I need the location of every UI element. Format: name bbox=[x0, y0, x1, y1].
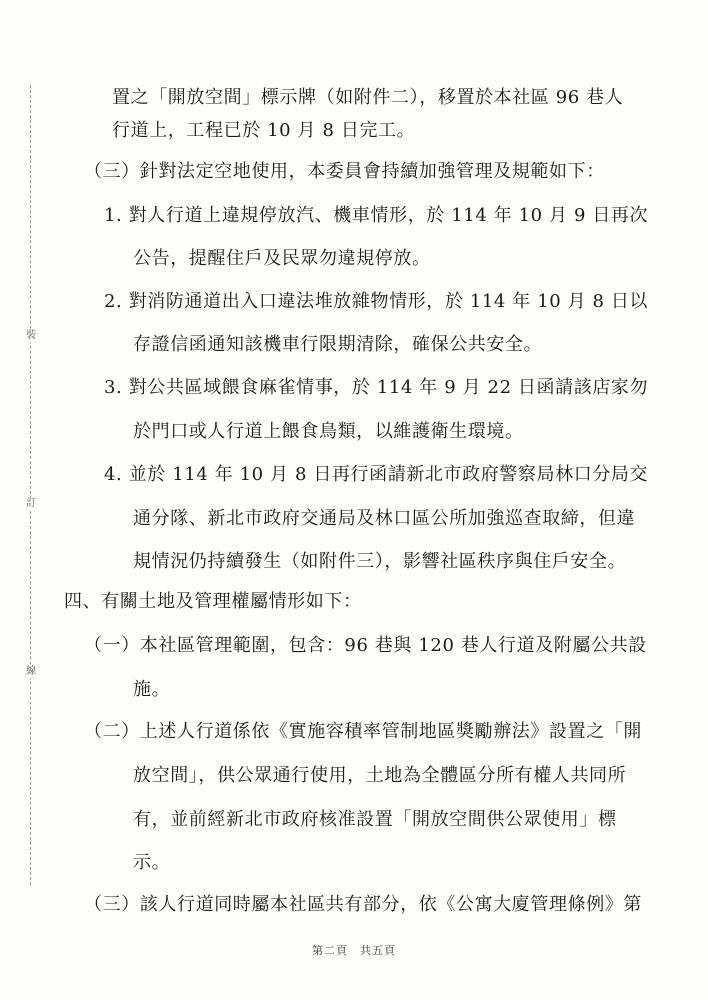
text-line: 通分隊、新北市政府交通局及林口區公所加強巡查取締，但違 bbox=[133, 508, 636, 529]
subsection-heading: （二）上述人行道係依《實施容積率管制地區獎勵辦法》設置之「開 bbox=[84, 721, 642, 742]
binding-line bbox=[30, 85, 31, 885]
binding-mark-zhuang: 裝 bbox=[26, 330, 36, 341]
list-item: 1. 對人行道上違規停放汽、機車情形，於 114 年 10 月 9 日再次 bbox=[104, 205, 649, 226]
text-line: 有，並前經新北市政府核准設置「開放空間供公眾使用」標 bbox=[133, 809, 617, 830]
text-line: 規情況仍持續發生（如附件三），影響社區秩序與住戶安全。 bbox=[133, 551, 627, 572]
list-item: 3. 對公共區域餵食麻雀情事，於 114 年 9 月 22 日函請該店家勿 bbox=[104, 377, 649, 398]
page-footer: 第二頁 共五頁 bbox=[312, 944, 396, 957]
list-item: 2. 對消防通道出入口違法堆放雜物情形，於 114 年 10 月 8 日以 bbox=[104, 291, 649, 312]
text-line: 置之「開放空間」標示牌（如附件二），移置於本社區 96 巷人 bbox=[112, 87, 624, 108]
text-line: 施。 bbox=[133, 679, 171, 700]
subsection-heading: （一）本社區管理範圍，包含：96 巷與 120 巷人行道及附屬公共設 bbox=[84, 635, 647, 656]
section-heading: 四、有關土地及管理權屬情形如下： bbox=[64, 591, 362, 612]
text-line: 行道上，工程已於 10 月 8 日完工。 bbox=[112, 120, 416, 141]
binding-mark-xian: 線 bbox=[26, 666, 36, 677]
text-line: 公告，提醒住戶及民眾勿違規停放。 bbox=[133, 248, 431, 269]
subsection-heading: （三）該人行道同時屬本社區共有部分，依《公寓大廈管理條例》第 bbox=[84, 894, 642, 915]
list-item: 4. 並於 114 年 10 月 8 日再行函請新北市政府警察局林口分局交 bbox=[104, 464, 649, 485]
binding-mark-ding: 訂 bbox=[26, 498, 36, 509]
text-line: 放空間」，供公眾通行使用，土地為全體區分所有權人共同所 bbox=[133, 765, 627, 786]
text-line: 存證信函通知該機車行限期清除，確保公共安全。 bbox=[133, 334, 543, 355]
text-line: 於門口或人行道上餵食鳥類，以維護衛生環境。 bbox=[133, 421, 524, 442]
section-heading: （三）針對法定空地使用，本委員會持續加強管理及規範如下： bbox=[84, 161, 605, 182]
text-line: 示。 bbox=[133, 852, 171, 873]
